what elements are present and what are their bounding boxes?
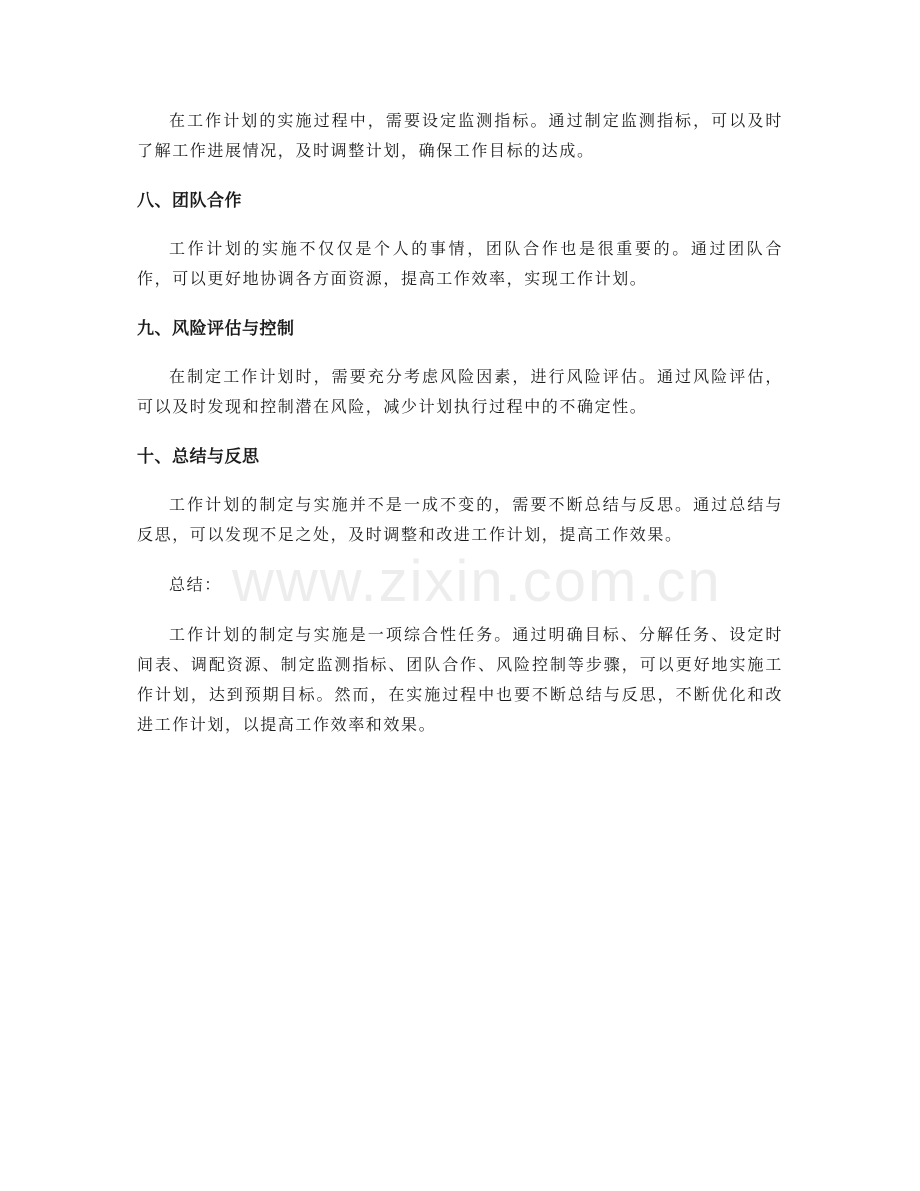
- watermark-text: www.zixin.com.cn: [232, 549, 722, 614]
- conclusion-paragraph: 工作计划的制定与实施是一项综合性任务。通过明确目标、分解任务、设定时间表、调配资源、制定监测指标、团队合作、风险控制等步骤，可以更好地实施工作计划，达到预期目标。然而，在实施过程中也要不断总结与反思，不断优化和改进工作计划，以提高工作效率和效果。: [137, 625, 783, 734]
- section-heading-teamwork: 八、团队合作: [137, 191, 242, 211]
- risk-paragraph: 在制定工作计划时，需要充分考虑风险因素，进行风险评估。通过风险评估，可以及时发现和控制潜在风险，减少计划执行过程中的不确定性。: [137, 367, 783, 416]
- conclusion-label: 总结：: [169, 575, 222, 594]
- section-heading-risk: 九、风险评估与控制: [137, 319, 295, 339]
- monitoring-paragraph: 在工作计划的实施过程中，需要设定监测指标。通过制定监测指标，可以及时了解工作进展情况，及时调整计划，确保工作目标的达成。: [137, 111, 783, 160]
- teamwork-paragraph: 工作计划的实施不仅仅是个人的事情，团队合作也是很重要的。通过团队合作，可以更好地协调各方面资源，提高工作效率，实现工作计划。: [137, 239, 783, 288]
- summary-paragraph: 工作计划的制定与实施并不是一成不变的，需要不断总结与反思。通过总结与反思，可以发现不足之处，及时调整和改进工作计划，提高工作效果。: [137, 495, 783, 544]
- section-heading-summary: 十、总结与反思: [137, 447, 260, 467]
- document-body: [137, 106, 783, 760]
